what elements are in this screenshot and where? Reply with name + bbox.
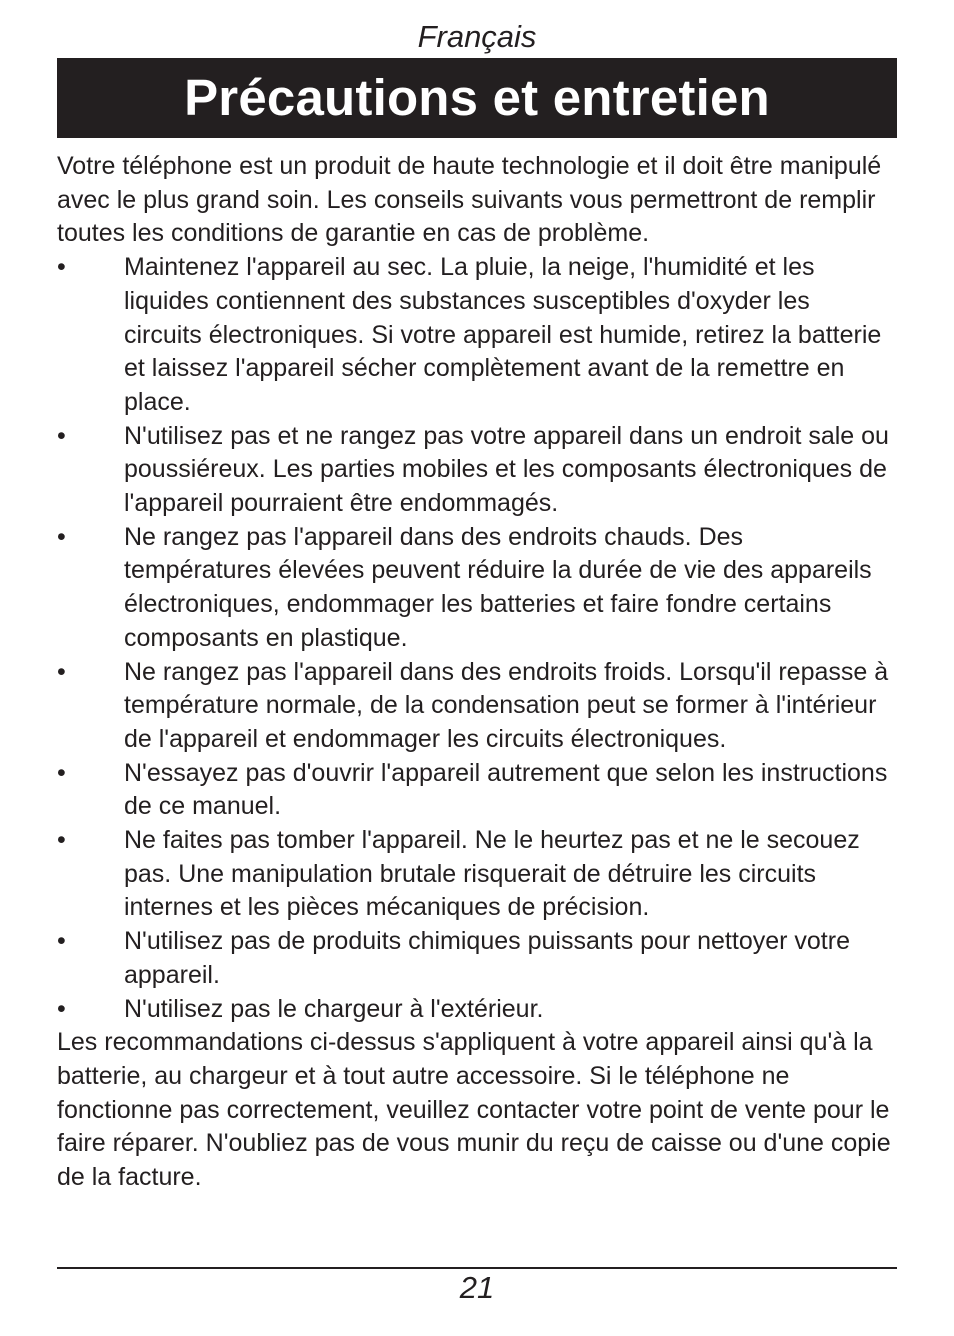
list-item-text: Ne rangez pas l'appareil dans des endroits chauds. Des températures élevées peuvent réduire la durée de vie des appareils électroniques, endommager les batteries et faire fondre certains composants en plastique.	[124, 522, 872, 652]
list-item-text: Ne faites pas tomber l'appareil. Ne le heurtez pas et ne le secouez pas. Une manipulation brutale risquerait de détruire les circuits internes et les pièces mécaniques de précision.	[124, 826, 860, 922]
list-item	[57, 521, 897, 656]
bullet-marker: •	[57, 522, 66, 551]
list-item	[57, 656, 897, 757]
intro-paragraph: Votre téléphone est un produit de haute technologie et il doit être manipulé avec le plus grand soin. Les conseils suivants vous permettront de remplir toutes les conditions de garantie en cas de problème.	[57, 152, 882, 248]
bullet-marker: •	[57, 421, 66, 450]
list-item-text: N'utilisez pas de produits chimiques puissants pour nettoyer votre appareil.	[124, 927, 850, 989]
bullet-marker: •	[57, 657, 66, 686]
list-item	[57, 757, 897, 824]
list-item	[57, 925, 897, 992]
list-item	[57, 993, 897, 1027]
closing-paragraph: Les recommandations ci-dessus s'appliquent à votre appareil ainsi qu'à la batterie, au chargeur et à tout autre accessoire. Si le téléphone ne fonctionne pas correctement, veuillez contacter votre point de vente pour le faire réparer. N'oubliez pas de vous munir du reçu de caisse ou d'une copie de la facture.	[57, 1028, 891, 1192]
list-item-text: Maintenez l'appareil au sec. La pluie, la neige, l'humidité et les liquides contiennent des substances susceptibles d'oxyder les circuits électroniques. Si votre appareil est humide, retirez la batterie et laissez l'appareil sécher complètement avant de la remettre en place.	[124, 253, 882, 416]
list-item-text: N'utilisez pas le chargeur à l'extérieur.	[124, 994, 544, 1023]
language-label: Français	[417, 19, 537, 54]
bullet-marker: •	[57, 826, 66, 855]
page-number: 21	[459, 1270, 495, 1305]
title-banner	[57, 58, 897, 138]
bullet-marker: •	[57, 994, 66, 1023]
bullet-marker: •	[57, 927, 66, 956]
list-item-text: N'utilisez pas et ne rangez pas votre appareil dans un endroit sale ou poussiéreux. Les parties mobiles et les composants électroniques de l'appareil pourraient être endommagés.	[124, 421, 889, 518]
list-item	[57, 824, 897, 925]
precautions-list	[57, 251, 897, 1026]
list-item	[57, 251, 897, 420]
bullet-marker: •	[57, 758, 66, 787]
footer-divider	[57, 1267, 897, 1269]
page-title: Précautions et entretien	[184, 69, 770, 126]
page-content	[57, 150, 897, 1195]
list-item-text: N'essayez pas d'ouvrir l'appareil autrement que selon les instructions de ce manuel.	[124, 758, 888, 821]
list-item-text: Ne rangez pas l'appareil dans des endroits froids. Lorsqu'il repasse à température normale, de la condensation peut se former à l'intérieur de l'appareil et endommager les circuits électroniques.	[124, 657, 889, 753]
bullet-marker: •	[57, 253, 66, 282]
list-item	[57, 420, 897, 521]
